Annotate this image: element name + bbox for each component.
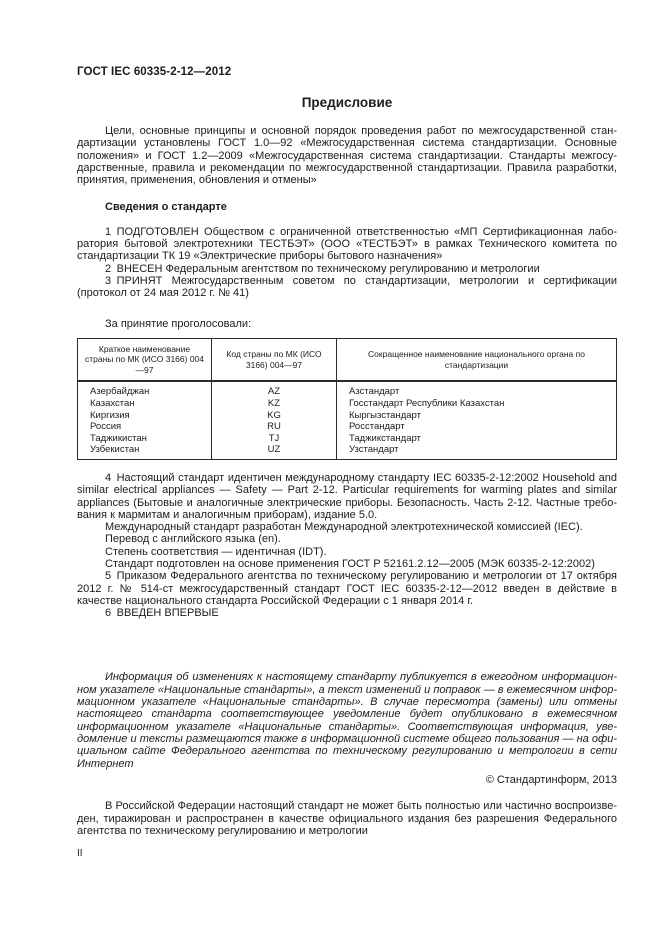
cell-country: Узбекистан — [90, 444, 140, 456]
column-header-code: Код страны по МК (ИСО 3166) 004—97 — [212, 338, 337, 381]
cell-code: KG — [212, 410, 337, 422]
vote-caption: За принятие проголосовали: — [105, 317, 252, 330]
cell-country: Киргизия — [90, 409, 130, 421]
cell-org: Госстандарт Республики Казахстан — [337, 398, 617, 410]
clause-4-detail-basis: Стандарт подготовлен на основе применения ГОСТ Р 52161.2.12—2005 (МЭК 60335-2-12:2002) — [105, 558, 595, 570]
running-header-standard-code: ГОСТ IEC 60335-2-12—2012 — [77, 66, 232, 78]
cell-code: AZ — [212, 381, 337, 398]
foreword-intro-paragraph: Цели, основные принципы и основной порядок проведения работ по межгосударственной стандартизации установлены ГОСТ 1.0—92 «Межгосударственная система стандартизации. Основные положения» и ГОСТ 1.2—2009 «Межгосударственная система стандартизации. Стандарты межгосударственные, правила и рекомендации по межгосударственной стандартизации. Правила разработки, принятия, применения, обновления и отмены» — [77, 125, 617, 187]
column-header-country: Краткое наименование страны по МК (ИСО 3166) 004—97 — [78, 338, 212, 381]
cell-country: Азербайджан — [90, 386, 150, 398]
table-row — [78, 444, 617, 459]
cell-org: Таджикстандарт — [337, 433, 617, 445]
cell-code: KZ — [212, 398, 337, 410]
reproduction-restriction-note: В Российской Федерации настоящий стандарт не может быть полностью или частично воспроизведен, тиражирован и распространен в качестве официального издания без разрешения Федерального агентства по техническому регулированию и метрологии — [77, 800, 617, 838]
cell-country: Таджикистан — [90, 432, 147, 444]
vote-table-header — [78, 338, 617, 381]
page-number: II — [77, 848, 83, 860]
table-row — [78, 381, 617, 398]
vote-table-body — [78, 381, 617, 459]
cell-code: TJ — [212, 433, 337, 445]
clause-3-adopted: 3 ПРИНЯТ Межгосударственным советом по стандартизации, метрологии и сертификации (протокол от 24 мая 2012 г. № 41) — [77, 274, 617, 300]
clause-4-detail-conformity: Степень соответствия — идентичная (IDT). — [105, 545, 327, 558]
cell-org: Кыргызстандарт — [337, 410, 617, 422]
column-header-org: Сокращенное наименование национального органа по стандартизации — [337, 338, 617, 381]
cell-org: Росстандарт — [337, 421, 617, 433]
cell-country: Казахстан — [90, 397, 135, 409]
page-title: Предисловие — [301, 95, 393, 110]
clause-2-submitted: 2 ВНЕСЕН Федеральным агентством по техническому регулированию и метрологии — [105, 262, 540, 275]
clause-5-order: 5 Приказом Федерального агентства по техническому регулированию и метрологии от 17 октября 2012 г. № 514-ст межгосударственный стандарт ГОСТ IEC 60335-2-12—2012 введен в действие в качестве национального стандарта Российской Федерации с 1 января 2014 г. — [77, 570, 617, 607]
copyright-notice: © Стандартинформ, 2013 — [485, 773, 617, 786]
cell-code: UZ — [212, 444, 337, 459]
cell-org: Азстандарт — [337, 381, 617, 398]
clause-6-first-introduced: 6 ВВЕДЕН ВПЕРВЫЕ — [105, 607, 219, 620]
table-row — [78, 433, 617, 445]
amendments-info-note: Информация об изменениях к настоящему стандарту публикуется в ежегодном информационном указателе «Национальные стандарты», а текст изменений и поправок — в ежемесячном информационном указателе «Национальные стандарты». В случае пересмотра (замены) или отмены настоящего стандарта соответствующее уведомление будет опубликовано в ежемесячном информационном указателе «Национальные стандарты». Соответствующая информация, уведомление и тексты размещаются также в информационной системе общего пользования — на официальном сайте Федерального агентства по техническому регулированию и метрологии в сети Интернет — [77, 671, 617, 770]
clause-4-detail-translation: Перевод с английского языка (en). — [105, 533, 281, 546]
page-content — [77, 66, 617, 860]
clauses-4-6 — [77, 472, 617, 620]
table-row — [78, 421, 617, 433]
clauses-1-3 — [77, 226, 617, 300]
cell-org: Узстандарт — [337, 444, 617, 459]
table-row — [78, 410, 617, 422]
clause-1-prepared: 1 ПОДГОТОВЛЕН Обществом с ограниченной ответственностью «МП Сертификационная лаборатория бытовой электротехники ТЕСТБЭТ» (ООО «ТЕСТБЭТ» в рамках Технического комитета по стандартизации ТК 19 «Электрические приборы бытового назначения» — [77, 225, 617, 263]
cell-code: RU — [212, 421, 337, 433]
standard-info-heading: Сведения о стандарте — [105, 201, 227, 214]
clause-4-detail-developer: Международный стандарт разработан Международной электротехнической комиссией (IEC). — [105, 521, 583, 534]
vote-table — [77, 338, 617, 460]
table-row — [78, 398, 617, 410]
cell-country: Россия — [90, 421, 122, 433]
clause-4-identity: 4 Настоящий стандарт идентичен международному стандарту IEC 60335-2-12:2002 Household and similar electrical appliances — Safety — Part 2-12. Particular requirements for warming plates and similar appliances (Бытовые и аналогичные электрические приборы. Безопасность. Часть 2-12. Частные требования к мармитам и аналогичным приборам), издание 5.0. — [77, 471, 617, 521]
